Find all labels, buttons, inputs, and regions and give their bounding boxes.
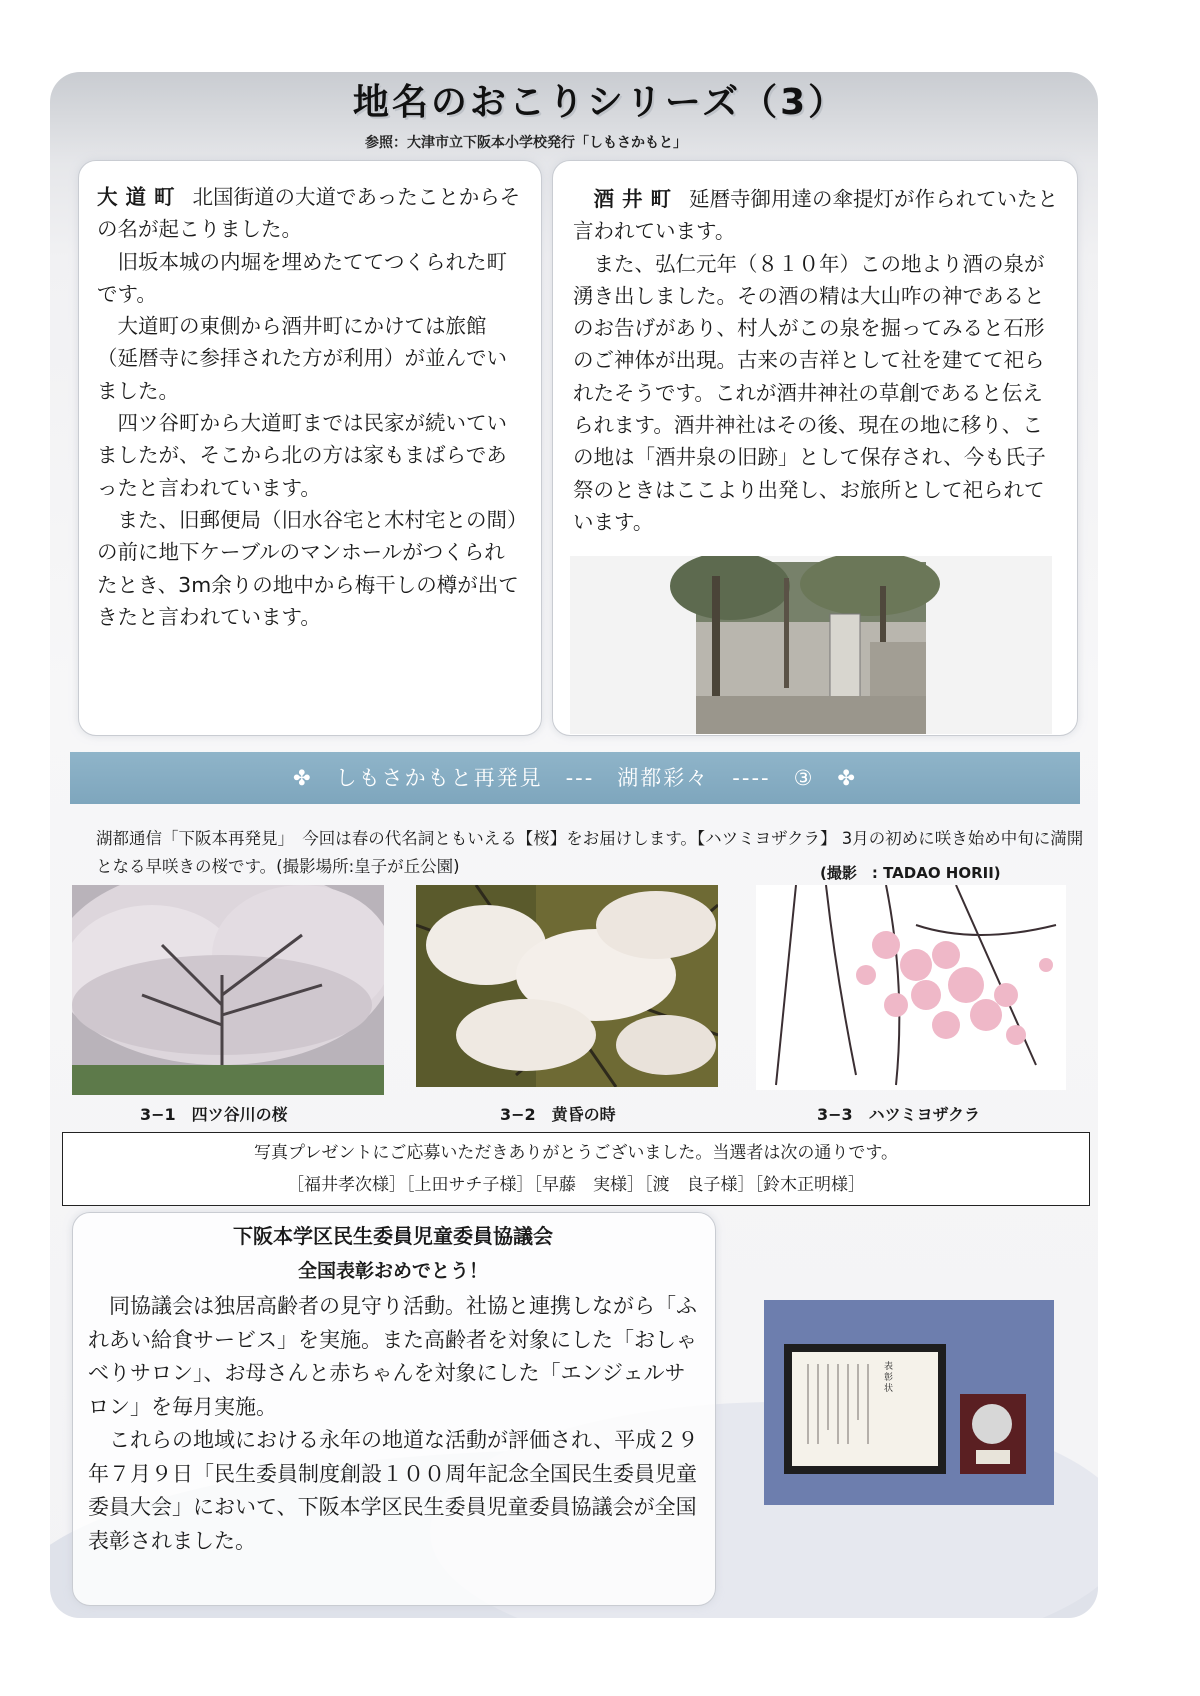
cherry-photo-twilight	[416, 885, 718, 1087]
welfare-paragraph: 同協議会は独居高齢者の見守り活動。社協と連携しながら「ふれあい給食サービス」を実施。また高齢者を対象にした「おしゃべりサロン」、お母さんと赤ちゃんを対象にした「エンジェルサロン」を毎月実施。	[88, 1294, 697, 1419]
article-paragraph: また、弘仁元年（８１０年）この地より酒の泉が湧き出しました。その酒の精は大山咋の神であるとのお告げがあり、村人がこの泉を掘ってみると石形のご神体が出現。古来の吉祥として社を建てて祀られたそうです。これが酒井神社の草創であると伝えられます。酒井神社はその後、現在の地に移り、この地は「酒井泉の旧跡」として保存され、今も氏子祭のときはここより出発し、お旅所として祀られています。	[573, 251, 1046, 534]
welfare-subtitle: 全国表彰おめでとう！	[297, 1260, 488, 1282]
article-heading: 大道町	[97, 185, 183, 209]
article-paragraph: 旧坂本城の内堀を埋めたててつくられた町です。	[97, 249, 507, 306]
award-certificate-photo	[764, 1300, 1054, 1505]
photo-caption: 3−3 ハツミヨザクラ	[817, 1105, 981, 1124]
section-banner: ✤ しもさかもと再発見 --- 湖都彩々 ---- ③ ✤	[70, 752, 1080, 804]
cherry-photo-hatsumiyo	[756, 885, 1066, 1090]
welfare-paragraph: これらの地域における永年の地道な活動が評価され、平成２９年７月９日「民生委員制度創設１００周年記念全国民生委員児童委員大会」において、下阪本学区民生委員児童委員協議会が全国表彰されました。	[88, 1428, 699, 1553]
certificate-title: 表 彰 状	[884, 1362, 903, 1394]
photo-credit: (撮影 : TADAO HORII)	[820, 864, 1001, 882]
photo-caption: 3−2 黄昏の時	[500, 1105, 616, 1124]
article-daidocho-panel	[78, 160, 542, 736]
cherry-photo-yotsuya	[72, 885, 384, 1095]
article-paragraph: 四ツ谷町から大道町までは民家が続いていましたが、そこから北の方は家もまばらであったと言われています。	[97, 411, 507, 500]
page-title: 地名のおこりシリーズ（3）	[352, 82, 848, 123]
article-lead: 延暦寺御用達の傘提灯が作られていたと言われています。	[573, 187, 1058, 244]
prize-winners-box	[62, 1132, 1090, 1206]
article-paragraph: 大道町の東側から酒井町にかけては旅館（延暦寺に参拝された方が利用）が並んでいました。	[97, 314, 507, 403]
prize-message: 写真プレゼントにご応募いただきありがとうございました。当選者は次の通りです。	[254, 1143, 898, 1163]
sakura-intro: 湖都通信「下阪本再発見」 今回は春の代名詞ともいえる【桜】をお届けします。【ハツミヨザクラ】 3月の初めに咲き始め中旬に満開となる早咲きの桜です。(撮影場所:皇子が丘公園)	[96, 829, 1084, 876]
photo-caption: 3−1 四ツ谷川の桜	[140, 1105, 288, 1124]
article-lead: 北国街道の大道であったことからその名が起こりました。	[97, 185, 521, 242]
welfare-title: 下阪本学区民生委員児童委員協議会	[233, 1224, 553, 1248]
stone-monument-photo	[570, 556, 1052, 734]
reference-note: 参照：大津市立下阪本小学校発行「しもさかもと」	[365, 135, 687, 151]
article-paragraph: また、旧郵便局（旧水谷宅と木村宅との間）の前に地下ケーブルのマンホールがつくられたとき、3m余りの地中から梅干しの樽が出てきたと言われています。	[97, 507, 519, 629]
prize-winners: ［福井孝次様］［上田サチ子様］［早藤 実様］［渡 良子様］［鈴木正明様］	[287, 1175, 865, 1195]
article-heading: 酒井町	[593, 187, 679, 211]
